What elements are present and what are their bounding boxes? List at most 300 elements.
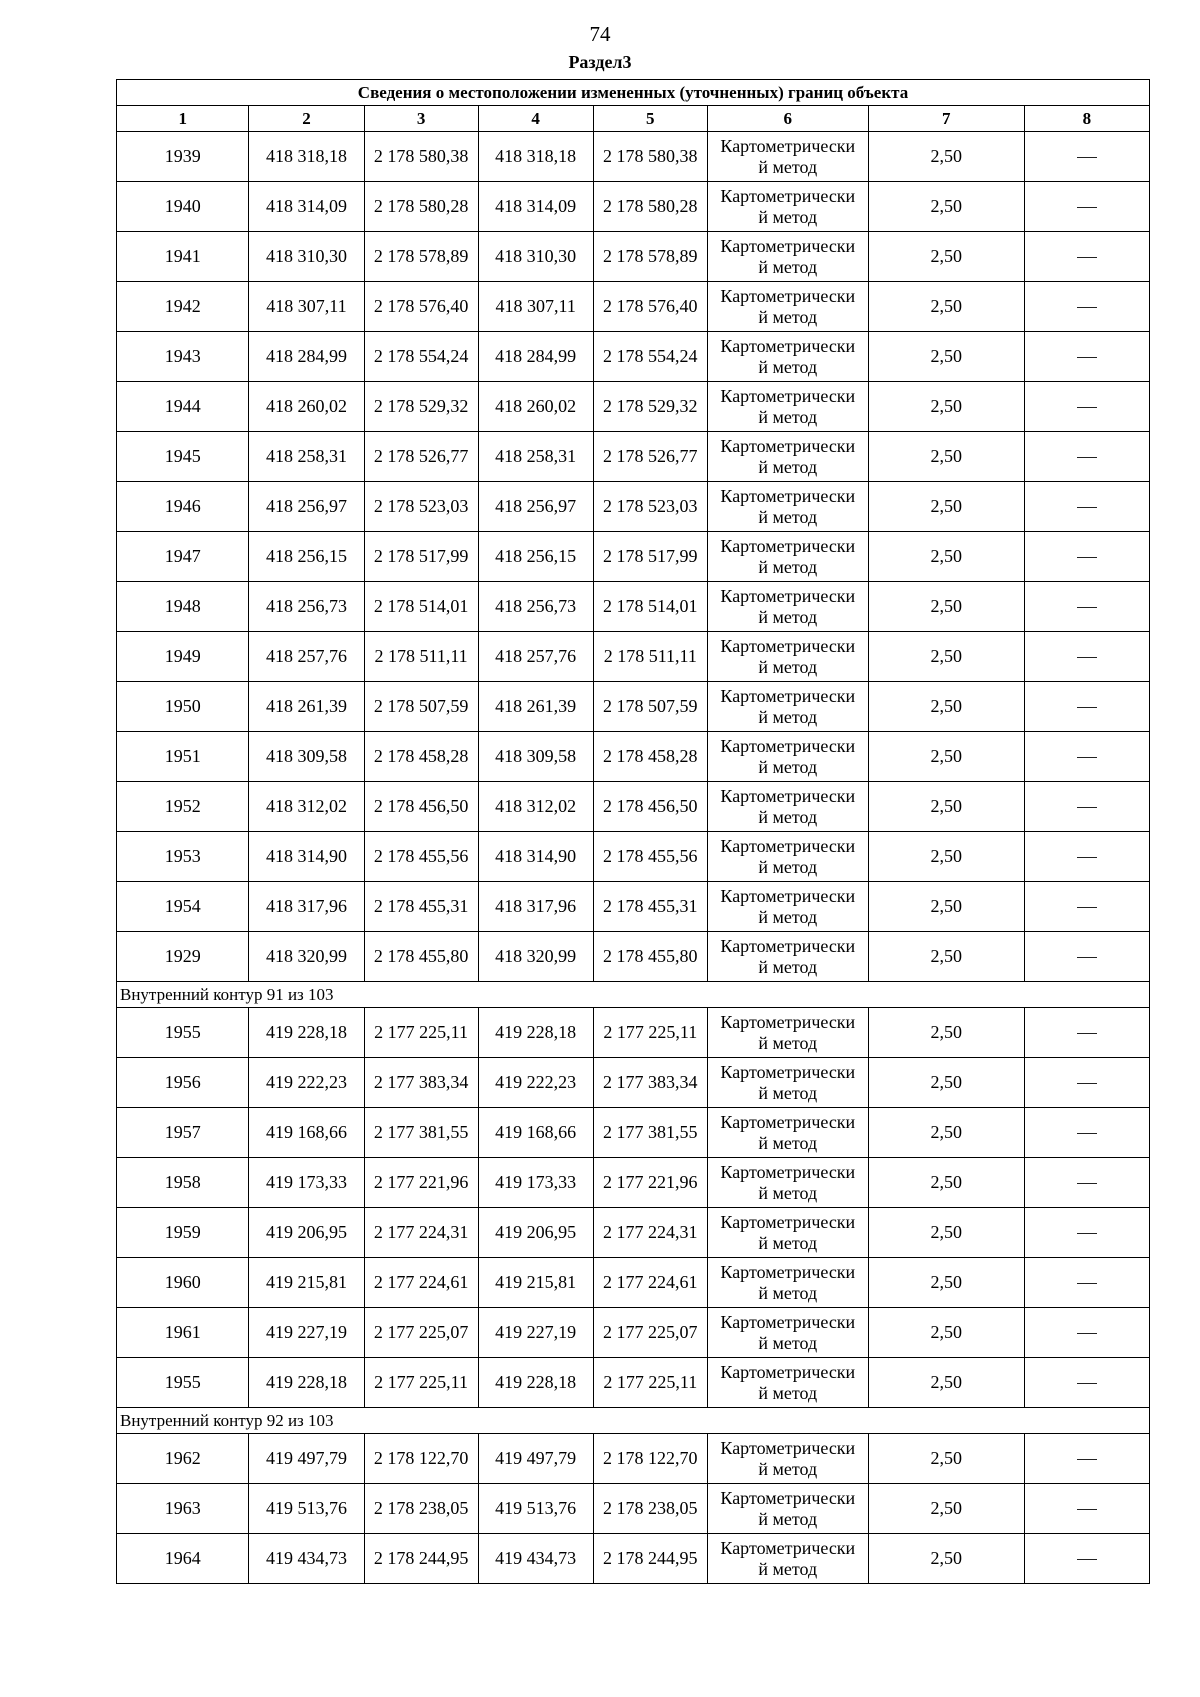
y-new-cell: 2 178 122,70	[593, 1434, 707, 1484]
description-cell	[1024, 232, 1149, 282]
accuracy-cell: 2,50	[868, 682, 1024, 732]
y-old-cell: 2 177 225,11	[364, 1008, 478, 1058]
dash-mark	[1077, 1459, 1097, 1460]
point-number-cell: 1948	[117, 582, 249, 632]
accuracy-cell: 2,50	[868, 1008, 1024, 1058]
method-text-line: й метод	[758, 856, 818, 877]
y-old-cell: 2 178 244,95	[364, 1534, 478, 1584]
method-text-line: Картометрически	[720, 785, 856, 806]
x-new-cell: 419 215,81	[478, 1258, 593, 1308]
x-old-cell: 418 310,30	[249, 232, 364, 282]
x-new-cell: 418 256,97	[478, 482, 593, 532]
description-cell	[1024, 882, 1149, 932]
x-old-cell: 419 215,81	[249, 1258, 364, 1308]
method-text-line: Картометрически	[720, 1437, 856, 1458]
dash-mark	[1077, 1333, 1097, 1334]
method-cell	[707, 1208, 868, 1258]
y-new-cell: 2 178 554,24	[593, 332, 707, 382]
method-text-line: Картометрически	[720, 835, 856, 856]
table-row	[117, 182, 1150, 232]
y-old-cell: 2 178 511,11	[364, 632, 478, 682]
point-number-cell: 1954	[117, 882, 249, 932]
y-old-cell: 2 178 507,59	[364, 682, 478, 732]
y-new-cell: 2 178 576,40	[593, 282, 707, 332]
boundary-coordinates-table	[116, 79, 1150, 1584]
section-title: Раздел3	[568, 52, 632, 72]
table-row	[117, 682, 1150, 732]
table-row	[117, 582, 1150, 632]
point-number-cell: 1956	[117, 1058, 249, 1108]
y-new-cell: 2 178 580,28	[593, 182, 707, 232]
table-row	[117, 1158, 1150, 1208]
method-text-line: й метод	[758, 1082, 818, 1103]
y-new-cell: 2 178 580,38	[593, 132, 707, 182]
method-text-line: й метод	[758, 306, 818, 327]
table-row	[117, 832, 1150, 882]
point-number-cell: 1952	[117, 782, 249, 832]
x-new-cell: 418 309,58	[478, 732, 593, 782]
method-text-line: Картометрически	[720, 585, 856, 606]
dash-mark	[1077, 1559, 1097, 1560]
dash-mark	[1077, 1133, 1097, 1134]
dash-mark	[1077, 257, 1097, 258]
point-number-cell: 1950	[117, 682, 249, 732]
x-old-cell: 418 314,90	[249, 832, 364, 882]
method-text-line: Картометрически	[720, 435, 856, 456]
dash-mark	[1077, 657, 1097, 658]
y-new-cell: 2 178 455,80	[593, 932, 707, 982]
method-text-line: Картометрически	[720, 485, 856, 506]
x-new-cell: 419 228,18	[478, 1008, 593, 1058]
method-cell	[707, 1358, 868, 1408]
y-old-cell: 2 177 381,55	[364, 1108, 478, 1158]
x-new-cell: 418 318,18	[478, 132, 593, 182]
description-cell	[1024, 1158, 1149, 1208]
method-text-line: й метод	[758, 806, 818, 827]
column-number: 6	[707, 106, 868, 132]
x-old-cell: 419 497,79	[249, 1434, 364, 1484]
dash-mark	[1077, 1183, 1097, 1184]
method-cell	[707, 882, 868, 932]
table-row	[117, 1008, 1150, 1058]
method-cell	[707, 1158, 868, 1208]
point-number-cell: 1943	[117, 332, 249, 382]
table-row	[117, 132, 1150, 182]
accuracy-cell: 2,50	[868, 382, 1024, 432]
method-text-line: Картометрически	[720, 1537, 856, 1558]
method-cell	[707, 232, 868, 282]
method-cell	[707, 1434, 868, 1484]
accuracy-cell: 2,50	[868, 882, 1024, 932]
point-number-cell: 1945	[117, 432, 249, 482]
description-cell	[1024, 782, 1149, 832]
y-old-cell: 2 177 224,31	[364, 1208, 478, 1258]
y-new-cell: 2 178 517,99	[593, 532, 707, 582]
accuracy-cell: 2,50	[868, 1484, 1024, 1534]
dash-mark	[1077, 457, 1097, 458]
x-old-cell: 418 320,99	[249, 932, 364, 982]
point-number-cell: 1964	[117, 1534, 249, 1584]
x-new-cell: 418 258,31	[478, 432, 593, 482]
method-text-line: Картометрически	[720, 385, 856, 406]
accuracy-cell: 2,50	[868, 782, 1024, 832]
column-number: 4	[478, 106, 593, 132]
method-text-line: Картометрически	[720, 1261, 856, 1282]
x-old-cell: 418 257,76	[249, 632, 364, 682]
table-body	[117, 132, 1150, 1584]
point-number-cell: 1960	[117, 1258, 249, 1308]
method-text-line: й метод	[758, 1382, 818, 1403]
accuracy-cell: 2,50	[868, 1058, 1024, 1108]
point-number-cell: 1944	[117, 382, 249, 432]
point-number-cell: 1941	[117, 232, 249, 282]
accuracy-cell: 2,50	[868, 182, 1024, 232]
table-row	[117, 382, 1150, 432]
dash-mark	[1077, 1509, 1097, 1510]
y-old-cell: 2 178 456,50	[364, 782, 478, 832]
method-text-line: Картометрически	[720, 1311, 856, 1332]
y-old-cell: 2 178 526,77	[364, 432, 478, 482]
y-old-cell: 2 178 514,01	[364, 582, 478, 632]
method-text-line: Картометрически	[720, 1161, 856, 1182]
point-number-cell: 1942	[117, 282, 249, 332]
description-cell	[1024, 1534, 1149, 1584]
point-number-cell: 1953	[117, 832, 249, 882]
table-row	[117, 232, 1150, 282]
method-text-line: Картометрически	[720, 535, 856, 556]
x-old-cell: 418 309,58	[249, 732, 364, 782]
accuracy-cell: 2,50	[868, 132, 1024, 182]
x-old-cell: 418 284,99	[249, 332, 364, 382]
accuracy-cell: 2,50	[868, 582, 1024, 632]
dash-mark	[1077, 357, 1097, 358]
y-old-cell: 2 177 225,11	[364, 1358, 478, 1408]
accuracy-cell: 2,50	[868, 1534, 1024, 1584]
point-number-cell: 1961	[117, 1308, 249, 1358]
x-new-cell: 418 284,99	[478, 332, 593, 382]
description-cell	[1024, 1308, 1149, 1358]
y-new-cell: 2 178 244,95	[593, 1534, 707, 1584]
table-row	[117, 882, 1150, 932]
x-new-cell: 419 497,79	[478, 1434, 593, 1484]
y-new-cell: 2 177 225,11	[593, 1358, 707, 1408]
y-new-cell: 2 177 221,96	[593, 1158, 707, 1208]
method-text-line: й метод	[758, 656, 818, 677]
column-number: 8	[1024, 106, 1149, 132]
table-caption: Сведения о местоположении измененных (уточненных) границ объекта	[117, 80, 1150, 106]
column-number-row	[117, 106, 1150, 132]
accuracy-cell: 2,50	[868, 732, 1024, 782]
method-cell	[707, 432, 868, 482]
description-cell	[1024, 1058, 1149, 1108]
method-cell	[707, 482, 868, 532]
dash-mark	[1077, 1383, 1097, 1384]
method-text-line: й метод	[758, 406, 818, 427]
point-number-cell: 1951	[117, 732, 249, 782]
method-text-line: й метод	[758, 256, 818, 277]
method-text-line: й метод	[758, 356, 818, 377]
x-new-cell: 419 434,73	[478, 1534, 593, 1584]
method-cell	[707, 182, 868, 232]
method-cell	[707, 282, 868, 332]
x-old-cell: 419 168,66	[249, 1108, 364, 1158]
y-new-cell: 2 178 523,03	[593, 482, 707, 532]
y-old-cell: 2 178 122,70	[364, 1434, 478, 1484]
method-text-line: Картометрически	[720, 285, 856, 306]
table-row	[117, 632, 1150, 682]
method-text-line: й метод	[758, 956, 818, 977]
x-new-cell: 419 513,76	[478, 1484, 593, 1534]
y-new-cell: 2 177 224,61	[593, 1258, 707, 1308]
method-text-line: й метод	[758, 556, 818, 577]
accuracy-cell: 2,50	[868, 932, 1024, 982]
y-new-cell: 2 177 225,11	[593, 1008, 707, 1058]
point-number-cell: 1929	[117, 932, 249, 982]
column-number: 2	[249, 106, 364, 132]
accuracy-cell: 2,50	[868, 1258, 1024, 1308]
y-old-cell: 2 177 225,07	[364, 1308, 478, 1358]
x-old-cell: 419 228,18	[249, 1358, 364, 1408]
description-cell	[1024, 132, 1149, 182]
page-number: 74	[589, 22, 611, 46]
method-text-line: й метод	[758, 1332, 818, 1353]
method-cell	[707, 1484, 868, 1534]
accuracy-cell: 2,50	[868, 832, 1024, 882]
contour-label: Внутренний контур 92 из 103	[117, 1408, 1150, 1434]
table-row	[117, 732, 1150, 782]
dash-mark	[1077, 307, 1097, 308]
y-new-cell: 2 178 511,11	[593, 632, 707, 682]
method-cell	[707, 1534, 868, 1584]
x-new-cell: 419 206,95	[478, 1208, 593, 1258]
method-text-line: Картометрически	[720, 1011, 856, 1032]
method-text-line: й метод	[758, 1182, 818, 1203]
description-cell	[1024, 332, 1149, 382]
x-new-cell: 418 314,09	[478, 182, 593, 232]
x-old-cell: 418 256,15	[249, 532, 364, 582]
x-old-cell: 419 173,33	[249, 1158, 364, 1208]
description-cell	[1024, 1258, 1149, 1308]
dash-mark	[1077, 857, 1097, 858]
dash-mark	[1077, 957, 1097, 958]
y-old-cell: 2 178 578,89	[364, 232, 478, 282]
y-new-cell: 2 177 381,55	[593, 1108, 707, 1158]
method-cell	[707, 1008, 868, 1058]
accuracy-cell: 2,50	[868, 532, 1024, 582]
x-new-cell: 418 257,76	[478, 632, 593, 682]
method-cell	[707, 782, 868, 832]
method-cell	[707, 382, 868, 432]
x-old-cell: 419 513,76	[249, 1484, 364, 1534]
y-old-cell: 2 178 580,38	[364, 132, 478, 182]
y-new-cell: 2 178 578,89	[593, 232, 707, 282]
method-text-line: й метод	[758, 456, 818, 477]
y-new-cell: 2 178 507,59	[593, 682, 707, 732]
y-new-cell: 2 178 458,28	[593, 732, 707, 782]
point-number-cell: 1946	[117, 482, 249, 532]
method-text-line: й метод	[758, 706, 818, 727]
method-text-line: й метод	[758, 1558, 818, 1579]
method-cell	[707, 932, 868, 982]
column-number: 7	[868, 106, 1024, 132]
accuracy-cell: 2,50	[868, 632, 1024, 682]
method-cell	[707, 732, 868, 782]
method-text-line: Картометрически	[720, 885, 856, 906]
x-new-cell: 419 228,18	[478, 1358, 593, 1408]
method-text-line: й метод	[758, 1132, 818, 1153]
accuracy-cell: 2,50	[868, 1108, 1024, 1158]
x-new-cell: 418 256,73	[478, 582, 593, 632]
method-text-line: Картометрически	[720, 735, 856, 756]
x-new-cell: 418 317,96	[478, 882, 593, 932]
description-cell	[1024, 1008, 1149, 1058]
point-number-cell: 1962	[117, 1434, 249, 1484]
method-text-line: Картометрически	[720, 1211, 856, 1232]
x-old-cell: 419 206,95	[249, 1208, 364, 1258]
y-new-cell: 2 177 225,07	[593, 1308, 707, 1358]
y-old-cell: 2 177 383,34	[364, 1058, 478, 1108]
accuracy-cell: 2,50	[868, 332, 1024, 382]
x-new-cell: 418 314,90	[478, 832, 593, 882]
dash-mark	[1077, 407, 1097, 408]
x-new-cell: 418 310,30	[478, 232, 593, 282]
method-text-line: й метод	[758, 156, 818, 177]
y-new-cell: 2 178 526,77	[593, 432, 707, 482]
point-number-cell: 1949	[117, 632, 249, 682]
description-cell	[1024, 482, 1149, 532]
dash-mark	[1077, 757, 1097, 758]
method-cell	[707, 332, 868, 382]
description-cell	[1024, 732, 1149, 782]
table-row	[117, 1258, 1150, 1308]
x-old-cell: 418 317,96	[249, 882, 364, 932]
point-number-cell: 1940	[117, 182, 249, 232]
point-number-cell: 1963	[117, 1484, 249, 1534]
accuracy-cell: 2,50	[868, 1158, 1024, 1208]
x-old-cell: 419 434,73	[249, 1534, 364, 1584]
y-new-cell: 2 177 224,31	[593, 1208, 707, 1258]
table-row	[117, 432, 1150, 482]
x-old-cell: 418 260,02	[249, 382, 364, 432]
x-old-cell: 418 312,02	[249, 782, 364, 832]
y-old-cell: 2 178 517,99	[364, 532, 478, 582]
method-cell	[707, 532, 868, 582]
y-old-cell: 2 177 224,61	[364, 1258, 478, 1308]
dash-mark	[1077, 1283, 1097, 1284]
x-new-cell: 418 260,02	[478, 382, 593, 432]
description-cell	[1024, 582, 1149, 632]
method-text-line: й метод	[758, 756, 818, 777]
x-new-cell: 419 173,33	[478, 1158, 593, 1208]
accuracy-cell: 2,50	[868, 232, 1024, 282]
table-row	[117, 1308, 1150, 1358]
method-cell	[707, 682, 868, 732]
accuracy-cell: 2,50	[868, 282, 1024, 332]
table-row	[117, 332, 1150, 382]
description-cell	[1024, 1208, 1149, 1258]
accuracy-cell: 2,50	[868, 482, 1024, 532]
method-text-line: й метод	[758, 1508, 818, 1529]
x-old-cell: 419 222,23	[249, 1058, 364, 1108]
y-old-cell: 2 178 458,28	[364, 732, 478, 782]
dash-mark	[1077, 907, 1097, 908]
x-old-cell: 418 258,31	[249, 432, 364, 482]
method-text-line: й метод	[758, 1032, 818, 1053]
description-cell	[1024, 182, 1149, 232]
method-cell	[707, 132, 868, 182]
table-row	[117, 1208, 1150, 1258]
table-row	[117, 932, 1150, 982]
method-cell	[707, 582, 868, 632]
y-new-cell: 2 178 455,31	[593, 882, 707, 932]
x-new-cell: 418 261,39	[478, 682, 593, 732]
method-text-line: Картометрически	[720, 335, 856, 356]
method-text-line: й метод	[758, 906, 818, 927]
point-number-cell: 1939	[117, 132, 249, 182]
x-old-cell: 418 314,09	[249, 182, 364, 232]
method-cell	[707, 1258, 868, 1308]
contour-label: Внутренний контур 91 из 103	[117, 982, 1150, 1008]
point-number-cell: 1957	[117, 1108, 249, 1158]
x-old-cell: 419 228,18	[249, 1008, 364, 1058]
accuracy-cell: 2,50	[868, 432, 1024, 482]
description-cell	[1024, 1484, 1149, 1534]
description-cell	[1024, 1108, 1149, 1158]
method-text-line: Картометрически	[720, 1111, 856, 1132]
method-text-line: Картометрически	[720, 635, 856, 656]
table-row	[117, 482, 1150, 532]
dash-mark	[1077, 807, 1097, 808]
y-old-cell: 2 178 455,56	[364, 832, 478, 882]
x-old-cell: 418 318,18	[249, 132, 364, 182]
description-cell	[1024, 532, 1149, 582]
contour-label-row	[117, 1408, 1150, 1434]
x-old-cell: 418 256,97	[249, 482, 364, 532]
method-text-line: й метод	[758, 1282, 818, 1303]
y-new-cell: 2 178 455,56	[593, 832, 707, 882]
method-cell	[707, 632, 868, 682]
dash-mark	[1077, 507, 1097, 508]
method-text-line: й метод	[758, 206, 818, 227]
dash-mark	[1077, 1083, 1097, 1084]
method-cell	[707, 1308, 868, 1358]
method-text-line: Картометрически	[720, 1061, 856, 1082]
dash-mark	[1077, 1033, 1097, 1034]
table-row	[117, 1534, 1150, 1584]
y-old-cell: 2 178 455,31	[364, 882, 478, 932]
method-text-line: Картометрически	[720, 935, 856, 956]
column-number: 1	[117, 106, 249, 132]
accuracy-cell: 2,50	[868, 1434, 1024, 1484]
table-row	[117, 1108, 1150, 1158]
y-new-cell: 2 178 456,50	[593, 782, 707, 832]
method-text-line: Картометрически	[720, 1487, 856, 1508]
x-new-cell: 419 168,66	[478, 1108, 593, 1158]
method-text-line: Картометрически	[720, 185, 856, 206]
y-new-cell: 2 178 238,05	[593, 1484, 707, 1534]
method-text-line: й метод	[758, 1458, 818, 1479]
y-new-cell: 2 178 514,01	[593, 582, 707, 632]
description-cell	[1024, 382, 1149, 432]
description-cell	[1024, 682, 1149, 732]
method-text-line: й метод	[758, 606, 818, 627]
accuracy-cell: 2,50	[868, 1208, 1024, 1258]
method-text-line: Картометрически	[720, 235, 856, 256]
x-new-cell: 419 222,23	[478, 1058, 593, 1108]
table-row	[117, 1058, 1150, 1108]
y-old-cell: 2 178 523,03	[364, 482, 478, 532]
y-old-cell: 2 177 221,96	[364, 1158, 478, 1208]
